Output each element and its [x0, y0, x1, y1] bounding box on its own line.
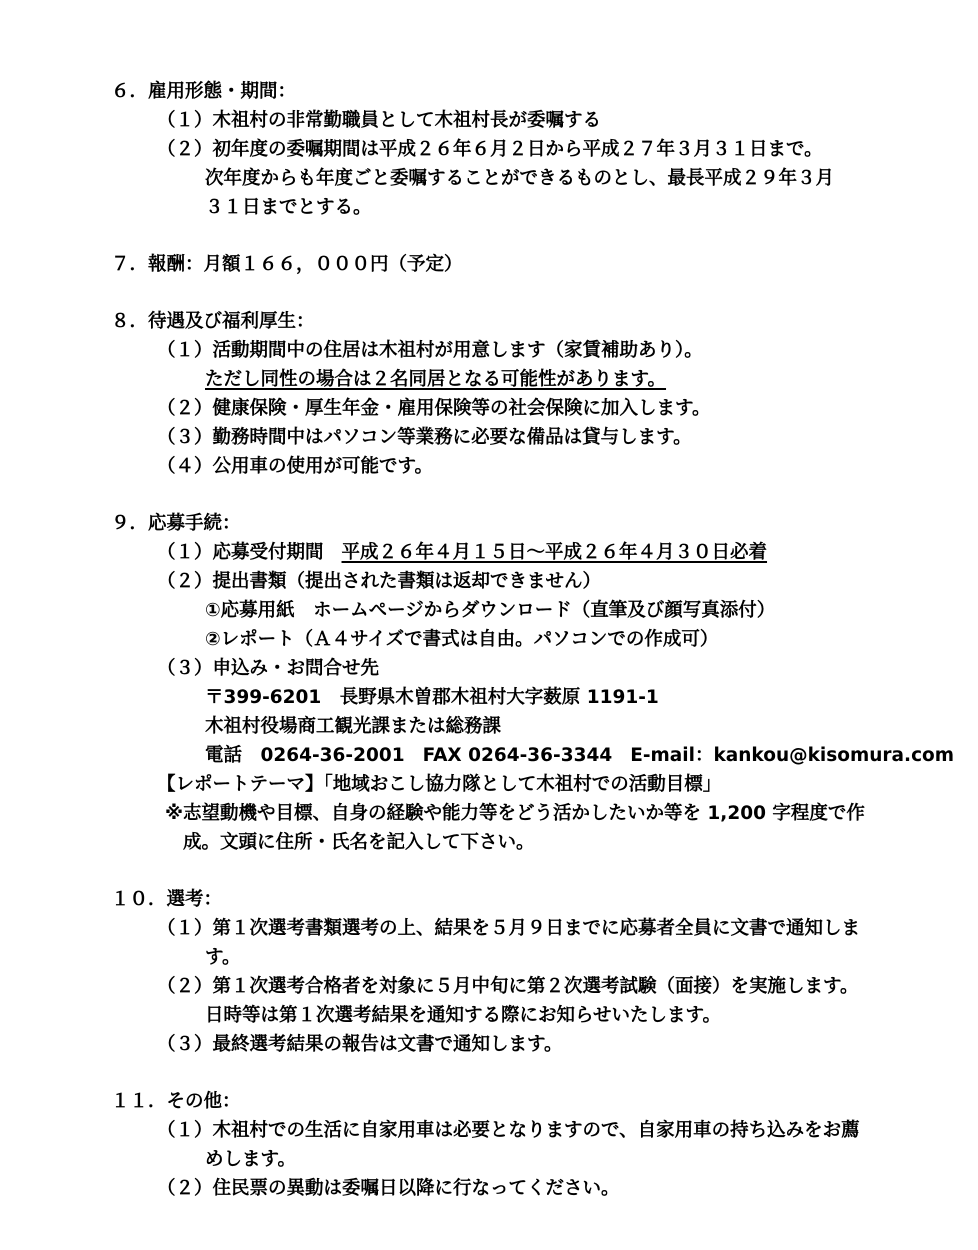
- section-11-item-1-line-2: めします。: [205, 1149, 297, 1170]
- section-11-item-2: （２）住民票の異動は委嘱日以降に行なってください。: [157, 1178, 620, 1199]
- section-9-item-2-sub-2: ②レポート（Ａ４サイズで書式は自由。パソコンでの作成可）: [205, 629, 719, 650]
- section-8-item-3: （３）勤務時間中はパソコン等業務に必要な備品は貸与します。: [157, 427, 692, 448]
- section-6-item-2-line-3: ３１日までとする。: [205, 197, 372, 218]
- section-10-item-3: （３）最終選考結果の報告は文書で通知します。: [157, 1034, 563, 1055]
- application-period-label: （１）応募受付期間: [157, 542, 324, 563]
- contact-tel: 電話 0264-36-2001: [205, 745, 405, 766]
- section-9-item-3: （３）申込み・お問合せ先: [157, 658, 380, 679]
- section-8-item-1-line-2: ただし同性の場合は２名同居となる可能性があります。: [205, 369, 667, 390]
- section-9-item-2-sub-1: ①応募用紙 ホームページからダウンロード（直筆及び顔写真添付）: [205, 600, 776, 621]
- section-11-heading: １１．その他：: [111, 1091, 241, 1112]
- section-10-heading: １０．選考：: [111, 889, 223, 910]
- contact-fax: FAX 0264-36-3344: [422, 745, 613, 766]
- contact-line: [205, 743, 954, 769]
- section-7-heading: ７．報酬：月額１６６，０００円（予定）: [111, 254, 463, 275]
- section-6-item-2-line-2: 次年度からも年度ごと委嘱することができるものとし、最長平成２９年３月: [205, 168, 835, 189]
- section-10-item-2-line-1: （２）第１次選考合格者を対象に５月中旬に第２次選考試験（面接）を実施します。: [157, 976, 859, 997]
- application-period: 平成２６年４月１５日～平成２６年４月３０日必着: [341, 542, 768, 563]
- section-10-item-1-line-2: す。: [205, 947, 241, 968]
- report-theme: 【レポートテーマ】「地域おこし協力隊として木祖村での活動目標」: [157, 774, 722, 795]
- section-9-item-1: [157, 540, 767, 566]
- section-9-heading: ９．応募手続：: [111, 513, 241, 534]
- section-6-item-1: （１）木祖村の非常勤職員として木祖村長が委嘱する: [157, 110, 602, 131]
- section-8-item-2: （２）健康保険・厚生年金・雇用保険等の社会保険に加入します。: [157, 398, 711, 419]
- report-note-line-2: 成。文頭に住所・氏名を記入して下さい。: [183, 832, 535, 853]
- contact-address: 〒399-6201 長野県木曽郡木祖村大字薮原 1191-1: [205, 687, 659, 708]
- report-note-line-1: ※志望動機や目標、自身の経験や能力等をどう活かしたいか等を 1,200 字程度で作: [165, 803, 865, 824]
- contact-email: E-mail：kankou@kisomura.com: [630, 745, 955, 766]
- section-9-item-2: （２）提出書類（提出された書類は返却できません）: [157, 571, 602, 592]
- section-8-item-4: （４）公用車の使用が可能です。: [157, 456, 434, 477]
- section-6-item-2-line-1: （２）初年度の委嘱期間は平成２６年６月２日から平成２７年３月３１日まで。: [157, 139, 823, 160]
- section-10-item-2-line-2: 日時等は第１次選考結果を通知する際にお知らせいたします。: [205, 1005, 721, 1026]
- section-10-item-1-line-1: （１）第１次選考書類選考の上、結果を５月９日までに応募者全員に文書で通知しま: [157, 918, 861, 939]
- section-6-heading: ６．雇用形態・期間：: [111, 81, 297, 102]
- section-11-item-1-line-1: （１）木祖村での生活に自家用車は必要となりますので、自家用車の持ち込みをお薦: [157, 1120, 860, 1141]
- section-8-heading: ８．待遇及び福利厚生：: [111, 311, 315, 332]
- contact-office: 木祖村役場商工観光課または総務課: [205, 716, 502, 737]
- section-8-item-1-line-1: （１）活動期間中の住居は木祖村が用意します（家賃補助あり）。: [157, 340, 703, 361]
